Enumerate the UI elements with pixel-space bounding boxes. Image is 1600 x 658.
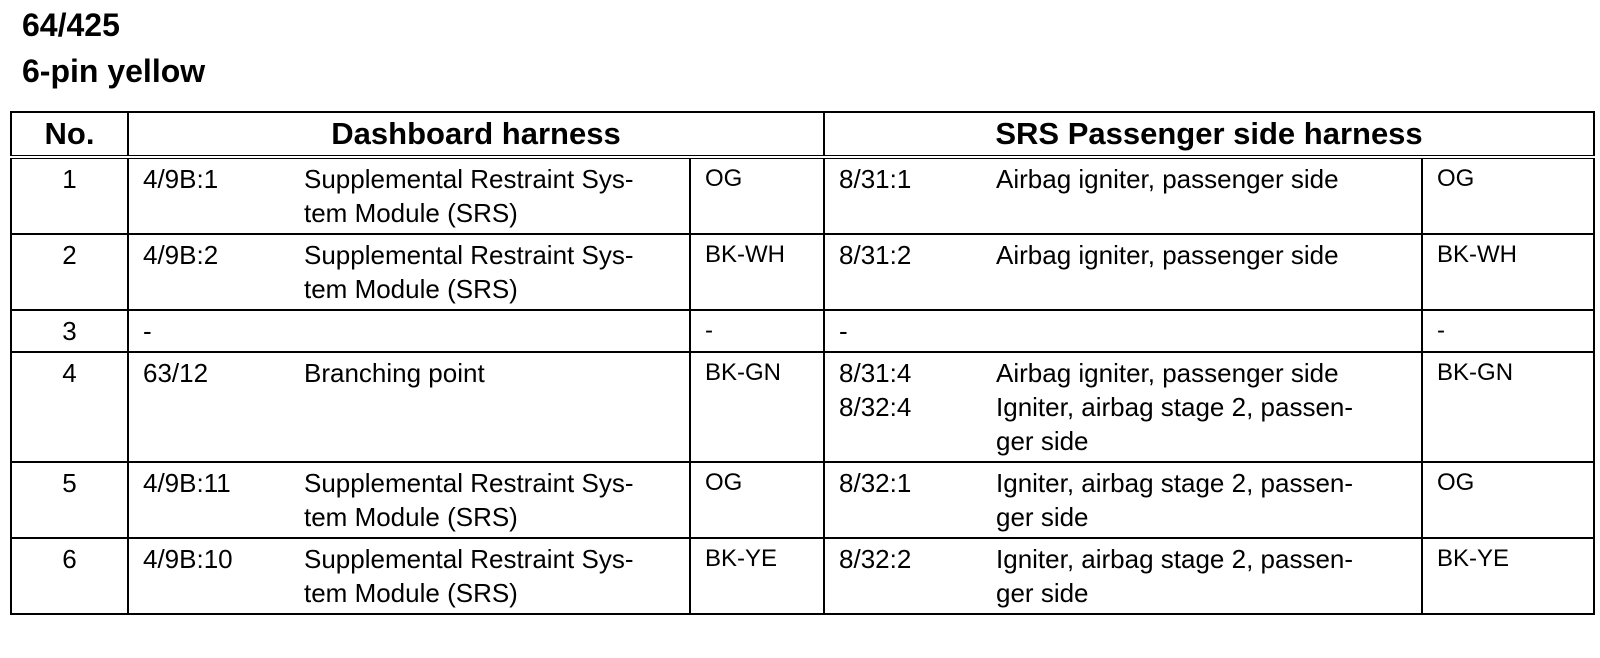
cell-srs-wire-color: BK-WH: [1422, 234, 1594, 310]
cell-srs-wire-color: -: [1422, 310, 1594, 352]
header-srs-harness: SRS Passenger side harness: [824, 112, 1594, 157]
connector-id: 64/425: [22, 7, 120, 43]
cell-dashboard-description: Supplemental Restraint Sys- tem Module (SRS): [290, 538, 690, 614]
cell-dashboard-description: Supplemental Restraint Sys- tem Module (SRS): [304, 164, 634, 228]
cell-pin-number: 5: [11, 462, 128, 538]
cell-srs-wire-color: OG: [1422, 157, 1594, 234]
cell-pin-number: 3: [11, 310, 128, 352]
cell-dashboard-pin: 4/9B:1: [128, 157, 290, 234]
cell-dashboard-wire-color: OG: [690, 157, 824, 234]
header-dashboard-harness: Dashboard harness: [128, 112, 824, 157]
cell-srs-description: Airbag igniter, passenger side: [982, 234, 1422, 310]
cell-srs-description: Igniter, airbag stage 2, passen- ger side: [982, 462, 1422, 538]
cell-dashboard-description: Supplemental Restraint Sys- tem Module (SRS): [290, 234, 690, 310]
cell-srs-wire-color: BK-YE: [1422, 538, 1594, 614]
cell-dashboard-pin: 4/9B:10: [128, 538, 290, 614]
cell-dashboard-description: [290, 310, 690, 352]
cell-srs-pin: -: [824, 310, 982, 352]
cell-pin-number: 4: [11, 352, 128, 462]
cell-dashboard-wire-color: BK-WH: [690, 234, 824, 310]
cell-srs-description: [982, 310, 1422, 352]
table-row: [11, 157, 1594, 234]
pinout-table: [10, 111, 1595, 615]
cell-srs-description: Airbag igniter, passenger side Igniter, airbag stage 2, passen- ger side: [982, 352, 1422, 462]
table-row: [11, 538, 1594, 614]
table-row: [11, 234, 1594, 310]
cell-dashboard-pin: 63/12: [128, 352, 290, 462]
cell-dashboard-description: Branching point: [290, 352, 690, 462]
cell-pin-number: 1: [62, 164, 77, 194]
cell-srs-pin: 8/32:2: [824, 538, 982, 614]
connector-heading: [22, 2, 205, 94]
cell-dashboard-wire-color: BK-YE: [690, 538, 824, 614]
cell-dashboard-wire-color: -: [690, 310, 824, 352]
cell-srs-pin: 8/32:1: [824, 462, 982, 538]
connector-description: 6-pin yellow: [22, 53, 206, 89]
cell-srs-description: Igniter, airbag stage 2, passen- ger side: [982, 538, 1422, 614]
cell-srs-wire-color: BK-GN: [1422, 352, 1594, 462]
cell-pin-number: 6: [11, 538, 128, 614]
cell-dashboard-description: Supplemental Restraint Sys- tem Module (SRS): [290, 462, 690, 538]
cell-srs-wire-color: OG: [1422, 462, 1594, 538]
cell-dashboard-wire-color: OG: [690, 462, 824, 538]
cell-pin-number: 2: [11, 234, 128, 310]
cell-srs-pin: 8/31:4 8/32:4: [824, 352, 982, 462]
cell-dashboard-pin: 4/9B:2: [128, 234, 290, 310]
cell-srs-pin: 8/31:2: [824, 234, 982, 310]
cell-dashboard-wire-color: BK-GN: [690, 352, 824, 462]
table-row: [11, 462, 1594, 538]
header-no: No.: [11, 112, 128, 157]
cell-srs-pin: 8/31:1: [824, 157, 982, 234]
cell-dashboard-pin: 4/9B:11: [128, 462, 290, 538]
cell-srs-description: Airbag igniter, passenger side: [996, 164, 1339, 194]
cell-dashboard-pin: -: [128, 310, 290, 352]
table-row: [11, 352, 1594, 462]
table-header-row: [11, 112, 1594, 157]
table-row: [11, 310, 1594, 352]
